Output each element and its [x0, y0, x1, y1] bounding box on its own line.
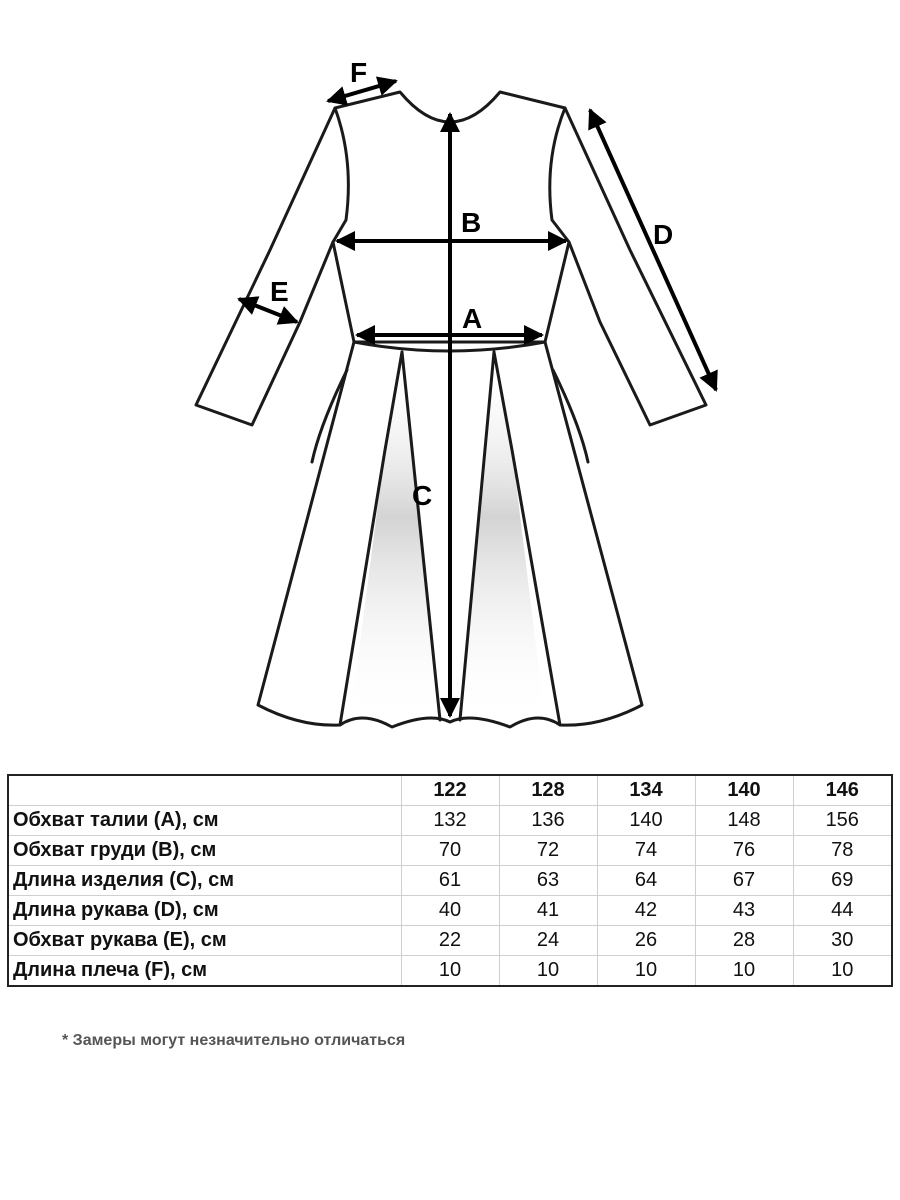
header-cell-size: 122	[401, 775, 499, 806]
table-cell: 132	[401, 806, 499, 836]
header-cell-size: 140	[695, 775, 793, 806]
header-cell-size: 134	[597, 775, 695, 806]
measurement-labels	[270, 57, 673, 511]
table-cell: 136	[499, 806, 597, 836]
table-cell: 67	[695, 866, 793, 896]
table-row	[8, 866, 892, 896]
row-label: Длина изделия (C), см	[8, 866, 401, 896]
table-cell: 10	[597, 956, 695, 987]
table-cell: 78	[793, 836, 892, 866]
table-cell: 70	[401, 836, 499, 866]
footnote: * Замеры могут незначительно отличаться	[62, 1032, 406, 1049]
table-cell: 76	[695, 836, 793, 866]
row-label: Длина рукава (D), см	[8, 896, 401, 926]
table-cell: 63	[499, 866, 597, 896]
row-label: Обхват рукава (E), см	[8, 926, 401, 956]
table-row	[8, 896, 892, 926]
table-cell: 10	[401, 956, 499, 987]
row-label: Обхват талии (A), см	[8, 806, 401, 836]
label-a: A	[462, 303, 483, 334]
table-cell: 140	[597, 806, 695, 836]
table-cell: 41	[499, 896, 597, 926]
label-e: E	[270, 276, 289, 307]
header-cell-size: 128	[499, 775, 597, 806]
table-row	[8, 806, 892, 836]
table-cell: 30	[793, 926, 892, 956]
arrow-d	[590, 110, 716, 390]
table-cell: 74	[597, 836, 695, 866]
label-c: C	[412, 480, 433, 511]
table-cell: 24	[499, 926, 597, 956]
table-cell: 10	[695, 956, 793, 987]
table-cell: 22	[401, 926, 499, 956]
table-cell: 69	[793, 866, 892, 896]
table-cell: 72	[499, 836, 597, 866]
table-cell: 10	[499, 956, 597, 987]
table-row	[8, 956, 892, 987]
table-cell: 64	[597, 866, 695, 896]
table-cell: 28	[695, 926, 793, 956]
table-row	[8, 926, 892, 956]
header-cell-size: 146	[793, 775, 892, 806]
table-cell: 44	[793, 896, 892, 926]
table-cell: 148	[695, 806, 793, 836]
header-cell-empty	[8, 775, 401, 806]
table-row	[8, 836, 892, 866]
table-cell: 26	[597, 926, 695, 956]
row-label: Длина плеча (F), см	[8, 956, 401, 987]
table-cell: 61	[401, 866, 499, 896]
table-cell: 10	[793, 956, 892, 987]
table-cell: 42	[597, 896, 695, 926]
table-cell: 40	[401, 896, 499, 926]
table-cell: 156	[793, 806, 892, 836]
table-cell: 43	[695, 896, 793, 926]
label-b: B	[461, 207, 482, 238]
row-label: Обхват груди (B), см	[8, 836, 401, 866]
label-d: D	[653, 219, 674, 250]
label-f: F	[350, 57, 368, 88]
size-table	[7, 774, 893, 987]
table-header-row	[8, 775, 892, 806]
